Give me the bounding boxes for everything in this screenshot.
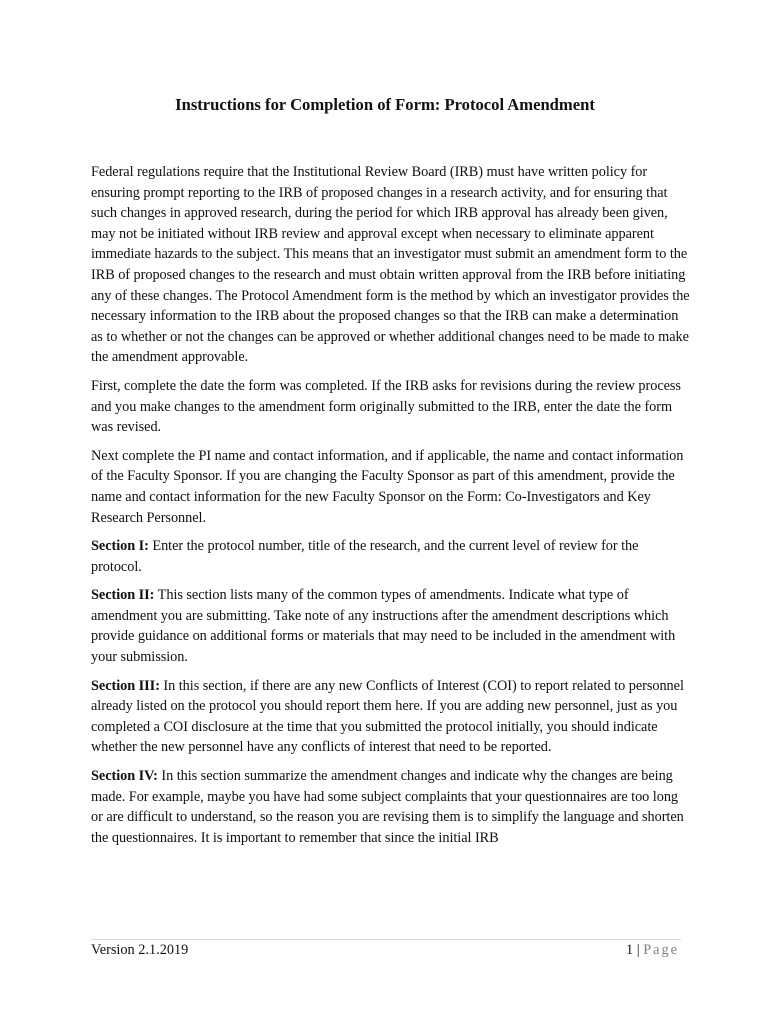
intro-paragraph: Federal regulations require that the Institutional Review Board (IRB) must have written policy for ensuring prompt reporting to the IRB of proposed changes in a research activity, and for ensuring that such changes in approved research, during the period for which IRB approval has already been given, may not be initiated without IRB review and approval except when necessary to eliminate apparent immediate hazards to the subject. This means that an investigator must submit an amendment form to the IRB of proposed changes to the research and must obtain written approval from the IRB before initiating any of these changes. The Protocol Amendment form is the method by which an investigator provides the necessary information to the IRB about the proposed changes so that the IRB can make a determination as to whether or not the changes can be approved or whether additional changes need to be made to make the amendment approvable. — [91, 164, 690, 366]
section-iii-paragraph — [91, 676, 691, 758]
section-ii-label: Section II: — [91, 587, 155, 604]
section-iii-label: Section III: — [91, 677, 160, 694]
page-word: Page — [643, 942, 679, 958]
footer-page-indicator — [626, 940, 679, 960]
section-ii-paragraph — [91, 585, 691, 667]
section-iv-paragraph — [91, 766, 691, 848]
section-iii-text: In this section, if there are any new Conflicts of Interest (COI) to report related to personnel already listed on the protocol you should report them here. If you are adding new personnel, just as you completed a COI disclosure at the time that you submitted the protocol initially, you should indicate whether the new personnel have any conflicts of interest that need to be reported. — [91, 677, 684, 756]
section-i-text: Enter the protocol number, title of the research, and the current level of review for the protocol. — [91, 538, 639, 575]
section-iv-text: In this section summarize the amendment changes and indicate why the changes are being made. For example, maybe you have had some subject complaints that your questionnaires are too long or are difficult to understand, so the reason you are revising them is to simplify the language and shorten the questionnaires. It is important to remember that since the initial IRB — [91, 768, 684, 846]
page-separator: | — [633, 942, 644, 958]
footer-version: Version 2.1.2019 — [91, 942, 189, 958]
document-body — [91, 162, 691, 856]
section-i-paragraph — [91, 536, 691, 577]
first-paragraph: First, complete the date the form was completed. If the IRB asks for revisions during the review process and you make changes to the amendment form originally submitted to the IRB, enter the date the form was revised. — [91, 377, 681, 436]
document-title: Instructions for Completion of Form: Protocol Amendment — [175, 95, 595, 114]
section-i-label: Section I: — [91, 538, 149, 555]
section-iv-label: Section IV: — [91, 768, 158, 785]
next-paragraph: Next complete the PI name and contact information, and if applicable, the name and contact information of the Faculty Sponsor. If you are changing the Faculty Sponsor as part of this amendment, provide the name and contact information for the new Faculty Sponsor on the Form: Co-Investigators and Key Research Personnel. — [91, 447, 684, 526]
section-ii-text: This section lists many of the common types of amendments. Indicate what type of amendment you are submitting. Take note of any instructions after the amendment descriptions which provide guidance on additional forms or materials that may need to be included in the amendment with your submission. — [91, 587, 676, 666]
page-number: 1 — [626, 942, 634, 958]
